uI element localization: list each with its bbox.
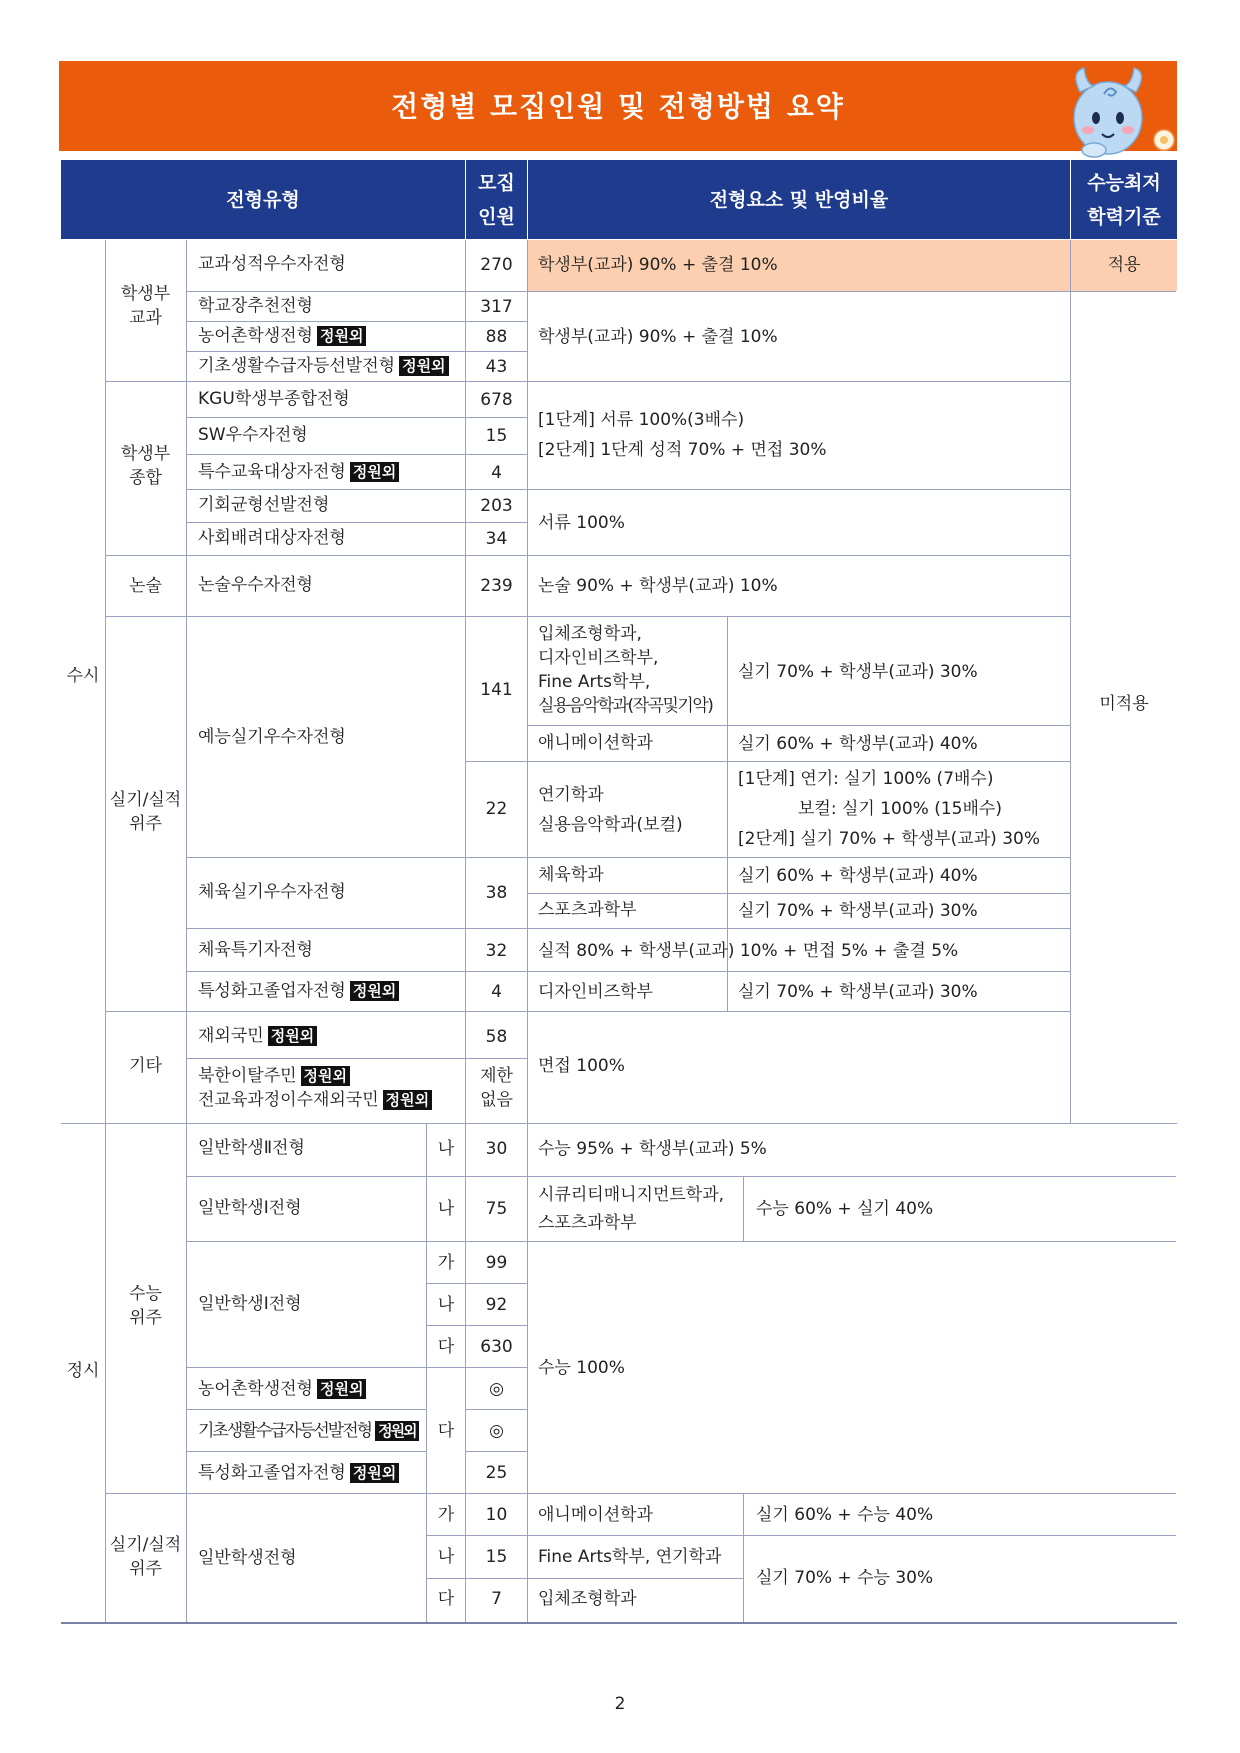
row-quota: 203: [480, 496, 513, 516]
grid-line: [61, 1123, 1177, 1124]
grid-line: [465, 1451, 527, 1452]
row-quota: 92: [485, 1295, 508, 1315]
grid-line: [186, 1176, 1176, 1177]
dept-list: 입체조형학과, 디자인비즈학부, Fine Arts학부, 실용음악학과(작곡및기악): [538, 624, 713, 716]
row-group: 가: [437, 1505, 455, 1525]
badge-extra-quota: 정원외: [301, 1066, 350, 1086]
dept: 애니메이션학과: [538, 733, 653, 753]
group-gyogwa: 학생부 교과: [120, 284, 171, 328]
row-quota: 34: [485, 529, 508, 549]
badge-extra-quota: 정원외: [375, 1421, 418, 1441]
header-quota: 모집 인원: [466, 160, 527, 239]
row-group: 가: [437, 1253, 455, 1273]
row-method: 보컬: 실기 100% (15배수): [798, 799, 1002, 819]
row-quota: 22: [485, 799, 508, 819]
grid-line: [186, 928, 1070, 929]
row-group: 나: [437, 1547, 455, 1567]
group-nonsul: 논술: [129, 576, 162, 596]
row-name: 교과성적우수자전형: [198, 254, 346, 274]
badge-extra-quota: 정원외: [268, 1026, 317, 1046]
dept: 디자인비즈학부: [538, 982, 653, 1002]
row-method: [1단계] 서류 100%(3배수): [538, 410, 745, 430]
row-method: 수능 100%: [538, 1358, 625, 1378]
row-method: 실기 60% + 학생부(교과) 40%: [738, 866, 978, 886]
grid-line: [105, 1493, 1176, 1494]
row-name: 농어촌학생전형 정원외: [198, 1377, 366, 1401]
dept: 체육학과: [538, 865, 604, 885]
row-method: 실기 70% + 학생부(교과) 30%: [738, 901, 978, 921]
grid-line: [186, 1241, 1176, 1242]
row-quota: 141: [480, 680, 513, 700]
group-jeongsi-silgi: 실기/실적 위주: [109, 1535, 182, 1579]
title-banner: [59, 61, 1177, 151]
row-method: 실적 80% + 학생부(교과) 10% + 면접 5% + 출결 5%: [538, 941, 959, 961]
dept: 입체조형학과: [538, 1589, 637, 1609]
row-quota: 10: [485, 1505, 508, 1525]
susi-label: 수시: [66, 666, 100, 686]
row-method: 실기 60% + 수능 40%: [756, 1505, 934, 1525]
grid-line: [186, 454, 527, 455]
row-group: 나: [437, 1295, 455, 1315]
grid-line: [426, 1578, 743, 1579]
dept: 애니메이션학과: [538, 1505, 653, 1525]
row-quota: 75: [485, 1199, 508, 1219]
row-name: 일반학생전형: [198, 1548, 297, 1568]
grid-line: [105, 555, 1070, 556]
row-method: [1단계] 연기: 실기 100% (7배수): [738, 769, 994, 789]
dept: 스포츠과학부: [538, 900, 637, 920]
grid-line: [105, 1011, 1070, 1012]
row-quota: 38: [485, 883, 508, 903]
grid-line: [186, 1451, 426, 1452]
group-silgi: 실기/실적 위주: [109, 790, 182, 834]
grid-line: [105, 616, 1070, 617]
row-quota: 317: [480, 297, 513, 317]
grid-line: [426, 1283, 527, 1284]
row-quota: 30: [485, 1139, 508, 1159]
row-quota: 88: [485, 327, 508, 347]
row-group: 다: [437, 1337, 455, 1357]
grid-line: [527, 893, 1070, 894]
row-quota: 15: [485, 1547, 508, 1567]
row-quota: 4: [491, 463, 502, 483]
header-type: 전형유형: [61, 160, 465, 239]
row-name: 기회균형선발전형: [198, 495, 330, 515]
grid-line: [426, 1325, 527, 1326]
dept-list: 시큐리티매니지먼트학과, 스포츠과학부: [538, 1185, 725, 1233]
grid-line: [186, 1367, 527, 1368]
grid-line: [465, 1409, 527, 1410]
row-group: 나: [437, 1139, 455, 1159]
group-gita: 기타: [129, 1056, 162, 1076]
row-quota: 270: [480, 255, 513, 275]
page-title: 전형별 모집인원 및 전형방법 요약: [391, 90, 845, 123]
row-quota: 제한 없음: [480, 1066, 513, 1110]
grid-line: [186, 351, 527, 352]
row-method: 학생부(교과) 90% + 출결 10%: [538, 255, 778, 275]
row-method: [2단계] 실기 70% + 학생부(교과) 30%: [738, 829, 1040, 849]
row-name: 특성화고졸업자전형 정원외: [198, 1461, 399, 1485]
row-name: 학교장추천전형: [198, 296, 313, 316]
grid-line: [465, 761, 1070, 762]
grid-line: [743, 1493, 744, 1623]
mascot-icon: [1060, 58, 1188, 158]
grid-line: [186, 857, 1070, 858]
dept-list: 연기학과 실용음악학과(보컬): [538, 785, 683, 835]
row-method: 학생부(교과) 90% + 출결 10%: [538, 327, 778, 347]
badge-extra-quota: 정원외: [383, 1090, 432, 1110]
grid-line: [743, 1176, 744, 1241]
row-quota: 58: [485, 1027, 508, 1047]
row-quota: 99: [485, 1253, 508, 1273]
row-group: 다: [437, 1589, 455, 1609]
row-name: KGU학생부종합전형: [198, 389, 350, 409]
grid-line: [186, 417, 527, 418]
row-csat: 미적용: [1099, 694, 1149, 714]
grid-line: [186, 291, 1176, 292]
row-quota: 25: [485, 1463, 508, 1483]
row-quota: ◎: [489, 1421, 504, 1441]
row-method: 실기 70% + 학생부(교과) 30%: [738, 982, 978, 1002]
badge-extra-quota: 정원외: [399, 356, 448, 376]
grid-line: [186, 321, 527, 322]
row-csat: 적용: [1107, 255, 1141, 275]
grid-line: [186, 1409, 426, 1410]
grid-line: [186, 240, 187, 1623]
table-bottom-line: [61, 1622, 1177, 1624]
row-quota: 678: [480, 390, 513, 410]
row-group: 나: [437, 1199, 455, 1219]
row-name: 전교육과정이수재외국민 정원외: [198, 1088, 432, 1112]
row-name: 기초생활수급자등선발전형 정원외: [198, 1419, 419, 1443]
jeongsi-label: 정시: [66, 1361, 100, 1381]
row-name: 일반학생Ⅰ전형: [198, 1198, 302, 1218]
badge-extra-quota: 정원외: [317, 326, 366, 346]
row-name: 특수교육대상자전형 정원외: [198, 460, 399, 484]
row-method: 실기 60% + 학생부(교과) 40%: [738, 734, 978, 754]
row-name: 특성화고졸업자전형 정원외: [198, 979, 399, 1003]
row-quota: 7: [491, 1589, 502, 1609]
grid-line: [426, 1535, 1176, 1536]
badge-extra-quota: 정원외: [317, 1379, 366, 1399]
row-quota: 43: [485, 357, 508, 377]
badge-extra-quota: 정원외: [350, 462, 399, 482]
grid-line: [186, 489, 1070, 490]
row-name: SW우수자전형: [198, 425, 308, 445]
grid-line: [186, 971, 1070, 972]
row-method: 면접 100%: [538, 1056, 625, 1076]
grid-line: [527, 725, 1070, 726]
group-suneung: 수능 위주: [129, 1284, 162, 1328]
header-csat: 수능최저 학력기준: [1071, 160, 1177, 239]
grid-line: [105, 381, 1070, 382]
grid-line: [186, 1058, 527, 1059]
row-quota: 239: [480, 576, 513, 596]
row-name: 북한이탈주민 정원외: [198, 1064, 350, 1088]
row-quota: 630: [480, 1337, 513, 1357]
row-name: 예능실기우수자전형: [198, 727, 346, 747]
row-name: 논술우수자전형: [198, 575, 313, 595]
row-name: 일반학생Ⅰ전형: [198, 1294, 302, 1314]
grid-line: [186, 522, 527, 523]
row-method: [2단계] 1단계 성적 70% + 면접 30%: [538, 440, 827, 460]
row-name: 기초생활수급자등선발전형 정원외: [198, 354, 449, 378]
badge-extra-quota: 정원외: [350, 1463, 399, 1483]
row-quota: ◎: [489, 1379, 504, 1399]
grid-line: [527, 240, 528, 1623]
row-quota: 4: [491, 982, 502, 1002]
row-method: 실기 70% + 학생부(교과) 30%: [738, 662, 978, 682]
grid-line: [1070, 240, 1071, 1123]
group-jonghap: 학생부 종합: [120, 444, 171, 488]
row-name: 재외국민 정원외: [198, 1024, 317, 1048]
page-number: 2: [614, 1694, 626, 1714]
row-quota: 15: [485, 426, 508, 446]
row-method: 서류 100%: [538, 513, 625, 533]
row-name: 일반학생Ⅱ전형: [198, 1138, 305, 1158]
row-method: 수능 95% + 학생부(교과) 5%: [538, 1139, 767, 1159]
row-method: 실기 70% + 수능 30%: [756, 1568, 934, 1588]
dept: Fine Arts학부, 연기학과: [538, 1547, 722, 1567]
row-name: 사회배려대상자전형: [198, 528, 346, 548]
badge-extra-quota: 정원외: [350, 981, 399, 1001]
row-name: 체육실기우수자전형: [198, 882, 346, 902]
row-group: 다: [437, 1421, 455, 1441]
row-name: 체육특기자전형: [198, 940, 313, 960]
row-method: 수능 60% + 실기 40%: [756, 1199, 934, 1219]
row-name: 농어촌학생전형 정원외: [198, 324, 366, 348]
row-quota: 32: [485, 941, 508, 961]
header-factors: 전형요소 및 반영비율: [528, 160, 1070, 239]
row-method: 논술 90% + 학생부(교과) 10%: [538, 576, 778, 596]
